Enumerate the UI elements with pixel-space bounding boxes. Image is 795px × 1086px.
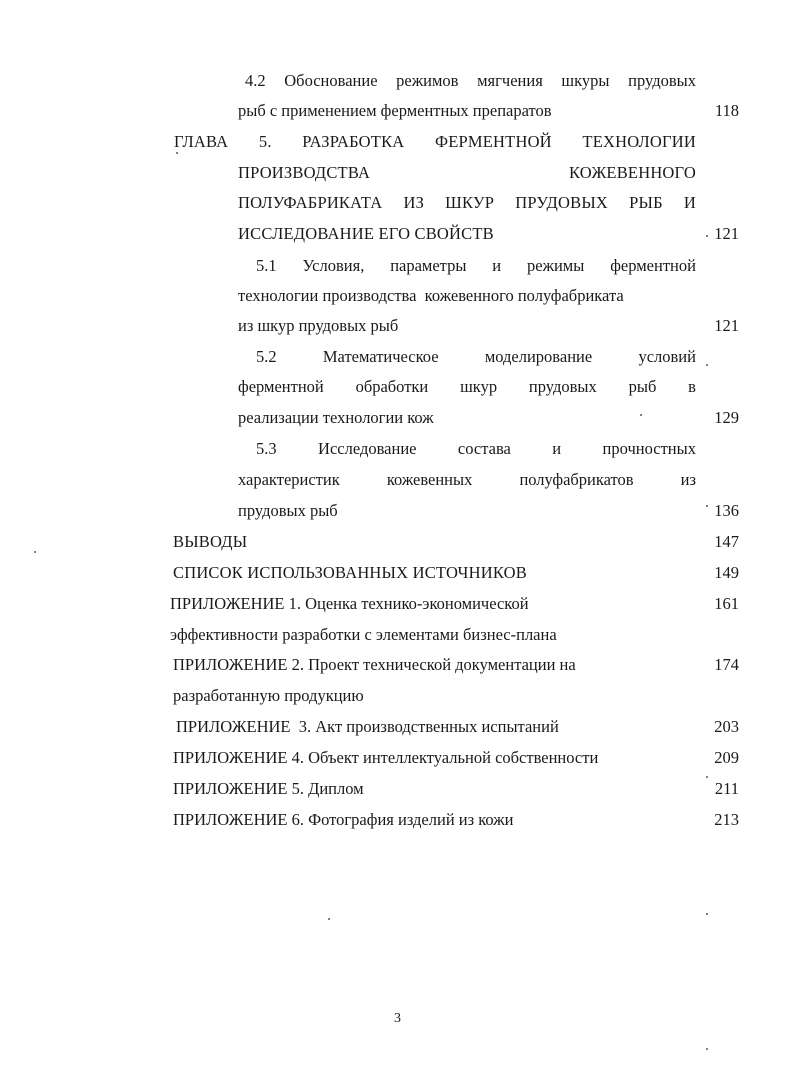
scan-speck [706,235,708,237]
page-number: 3 [394,1011,401,1026]
toc-conclusions-page: 147 [714,532,739,551]
scan-speck [706,776,708,778]
toc-appendix-2-page: 174 [714,655,739,674]
toc-conclusions-label: ВЫВОДЫ [173,532,248,551]
toc-entry-5-2-line2: ферментной обработки шкур прудовых рыб в [238,377,696,396]
toc-appendix-3-line1: ПРИЛОЖЕНИЕ 3. Акт производственных испытаний [176,717,559,736]
toc-entry-5-1-line3: из шкур прудовых рыб [238,316,399,335]
scan-speck [706,364,708,366]
toc-chapter-5-line1: ГЛАВА 5. РАЗРАБОТКА ФЕРМЕНТНОЙ ТЕХНОЛОГИИ [174,132,696,151]
toc-appendix-5-page: 211 [714,779,739,798]
toc-entry-5-2-line3: реализации технологии кож [238,408,434,427]
toc-appendix-2-line2: разработанную продукцию [173,686,364,705]
scan-speck [640,414,642,416]
scan-speck [328,918,330,920]
toc-entry-5-3-page: 136 [714,501,739,520]
toc-entry-5-2-line1: 5.2 Математическое моделирование условий [256,347,696,366]
toc-entry-4-2-line1: 4.2 Обоснование режимов мягчения шкуры прудовых [245,71,696,90]
toc-chapter-5-line2: ПРОИЗВОДСТВА КОЖЕВЕННОГО [238,163,696,182]
scan-speck [34,551,36,553]
scan-speck [176,152,178,154]
toc-appendix-2-line1: ПРИЛОЖЕНИЕ 2. Проект технической документации на [173,655,576,674]
toc-references-label: СПИСОК ИСПОЛЬЗОВАННЫХ ИСТОЧНИКОВ [173,563,527,582]
toc-entry-4-2-page: 118 [714,101,739,120]
scan-speck [706,1048,708,1050]
toc-entry-5-1-line1: 5.1 Условия, параметры и режимы ферментной [256,256,696,275]
scan-speck [706,913,708,915]
toc-entry-5-2-page: 129 [714,408,739,427]
toc-appendix-1-page: 161 [714,594,739,613]
toc-appendix-1-line1: ПРИЛОЖЕНИЕ 1. Оценка технико-экономической [170,594,529,613]
toc-entry-5-3-line3: прудовых рыб [238,501,338,520]
toc-appendix-4-page: 209 [714,748,739,767]
toc-entry-5-1-page: 121 [714,316,739,335]
toc-entry-5-3-line2: характеристик кожевенных полуфабрикатов из [238,470,696,489]
toc-chapter-5-line4: ИССЛЕДОВАНИЕ ЕГО СВОЙСТВ [238,224,494,243]
toc-appendix-4-line1: ПРИЛОЖЕНИЕ 4. Объект интеллектуальной собственности [173,748,599,767]
toc-appendix-6-line1: ПРИЛОЖЕНИЕ 6. Фотография изделий из кожи [173,810,514,829]
toc-appendix-1-line2: эффективности разработки с элементами бизнес-плана [170,625,557,644]
scan-speck [706,505,708,507]
toc-entry-5-3-line1: 5.3 Исследование состава и прочностных [256,439,696,458]
toc-appendix-5-line1: ПРИЛОЖЕНИЕ 5. Диплом [173,779,364,798]
toc-entry-5-1-line2: технологии производства кожевенного полуфабриката [238,286,624,305]
toc-references-page: 149 [714,563,739,582]
toc-chapter-5-line3: ПОЛУФАБРИКАТА ИЗ ШКУР ПРУДОВЫХ РЫБ И [238,193,696,212]
toc-appendix-6-page: 213 [714,810,739,829]
toc-entry-4-2-line2: рыб с применением ферментных препаратов [238,101,552,120]
toc-appendix-3-page: 203 [714,717,739,736]
toc-chapter-5-page: 121 [714,224,739,243]
